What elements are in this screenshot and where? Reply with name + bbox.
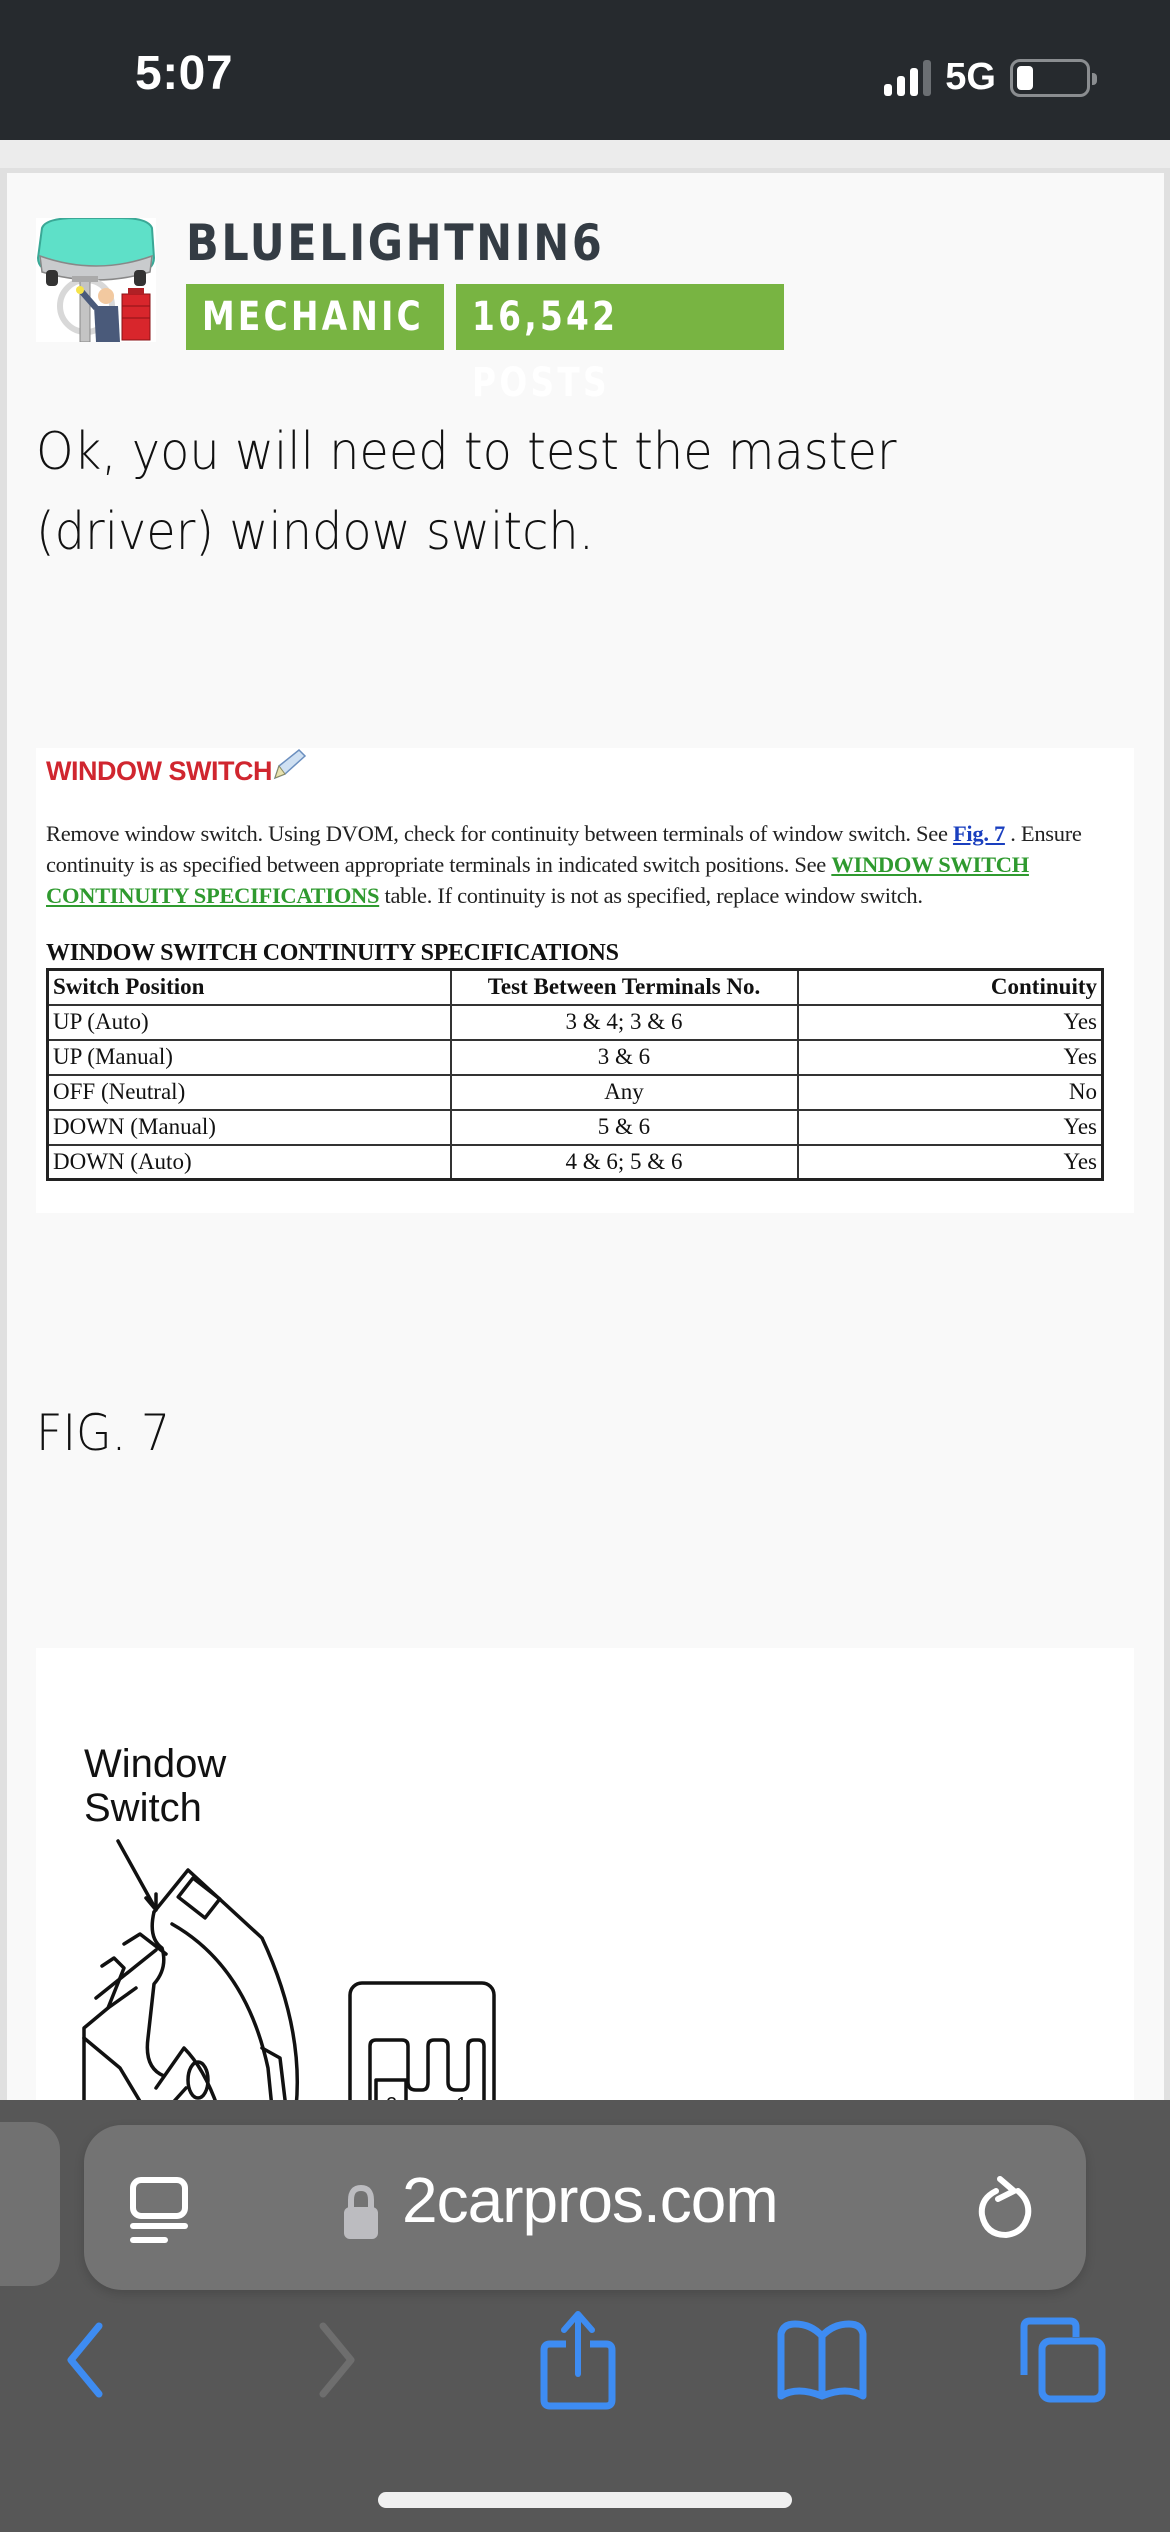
status-bar — [0, 0, 1170, 140]
cell-terminals: 3 & 4; 3 & 6 — [451, 1005, 798, 1040]
rank-badge — [186, 284, 444, 350]
chevron-left-icon — [65, 2322, 105, 2398]
share-button[interactable] — [533, 2310, 623, 2410]
cell-terminals: 3 & 6 — [451, 1040, 798, 1075]
cell-continuity: Yes — [798, 1040, 1103, 1075]
continuity-spec-table — [46, 968, 1104, 1181]
cell-switch-position: DOWN (Auto) — [48, 1145, 451, 1180]
rank-badge-label: MECHANIC — [202, 294, 424, 340]
previous-tab-peek[interactable] — [0, 2122, 60, 2286]
cell-terminals: Any — [451, 1075, 798, 1110]
table-row — [48, 1005, 1103, 1040]
cell-switch-position: DOWN (Manual) — [48, 1110, 451, 1145]
reload-icon[interactable] — [976, 2169, 1036, 2241]
manual-text-part: table. If continuity is not as specified, replace window switch. — [379, 883, 923, 908]
manual-excerpt-image[interactable] — [36, 748, 1134, 1213]
table-row — [48, 1145, 1103, 1180]
edit-note-icon — [271, 748, 307, 784]
table-row — [48, 1110, 1103, 1145]
manual-instructions — [46, 818, 1126, 911]
address-bar[interactable] — [84, 2125, 1086, 2290]
status-time: 5:07 — [135, 47, 234, 100]
spec-table-title: WINDOW SWITCH CONTINUITY SPECIFICATIONS — [46, 940, 619, 966]
caption-line-1: Window — [84, 1742, 227, 1786]
bookmarks-button[interactable] — [777, 2310, 867, 2410]
forward-button[interactable] — [292, 2310, 382, 2410]
cell-terminals: 4 & 6; 5 & 6 — [451, 1145, 798, 1180]
cell-switch-position: UP (Auto) — [48, 1005, 451, 1040]
cell-terminals: 5 & 6 — [451, 1110, 798, 1145]
status-indicators — [884, 56, 1090, 99]
network-type: 5G — [945, 56, 996, 98]
post-count-badge — [456, 284, 784, 406]
tabs-icon — [1020, 2317, 1106, 2403]
fig-7-link[interactable]: Fig. 7 — [952, 821, 1005, 846]
post-count-label: 16,542 POSTS — [472, 294, 619, 406]
home-indicator[interactable] — [378, 2492, 792, 2508]
header-test-terminals: Test Between Terminals No. — [451, 970, 798, 1005]
table-row — [48, 1040, 1103, 1075]
cell-continuity: Yes — [798, 1005, 1103, 1040]
cell-continuity: No — [798, 1075, 1103, 1110]
book-icon — [777, 2320, 867, 2400]
mechanic-avatar-icon — [36, 218, 156, 342]
cell-continuity: Yes — [798, 1110, 1103, 1145]
cell-switch-position: UP (Manual) — [48, 1040, 451, 1075]
tabs-button[interactable] — [1018, 2310, 1108, 2410]
back-button[interactable] — [40, 2310, 130, 2410]
page-menu-icon[interactable] — [130, 2177, 188, 2245]
window-switch-figure-image[interactable] — [36, 1648, 1134, 2108]
avatar[interactable] — [36, 218, 156, 342]
figure-label: FIG. 7 — [36, 1404, 171, 1462]
window-switch-diagram-icon — [36, 1648, 1134, 2108]
post-body-text: Ok, you will need to test the master (driver) window switch. — [36, 422, 897, 562]
battery-icon — [1010, 59, 1090, 97]
caption-line-2: Switch — [84, 1786, 202, 1830]
manual-text-part: Remove window switch. Using DVOM, check for continuity between terminals of window switch. See — [46, 821, 953, 846]
cell-continuity: Yes — [798, 1145, 1103, 1180]
header-continuity: Continuity — [798, 970, 1103, 1005]
share-icon — [540, 2310, 616, 2410]
chevron-right-icon — [317, 2322, 357, 2398]
author-badges — [186, 284, 784, 406]
lock-icon — [342, 2185, 380, 2239]
manual-section-title: WINDOW SWITCH — [46, 756, 272, 786]
url-text[interactable]: 2carpros.com — [402, 2164, 778, 2236]
table-row — [48, 1075, 1103, 1110]
author-username[interactable]: BLUELIGHTNIN6 — [186, 214, 605, 272]
table-header-row — [48, 970, 1103, 1005]
manual-text-part: . Ensure continuity is as specified between appropriate terminals in indicated switch positions. See — [46, 821, 1082, 877]
header-switch-position: Switch Position — [48, 970, 451, 1005]
page-top-strip — [0, 140, 1170, 170]
spec-table-link[interactable]: WINDOW SWITCH CONTINUITY SPECIFICATIONS — [46, 852, 1029, 908]
cell-switch-position: OFF (Neutral) — [48, 1075, 451, 1110]
cellular-signal-icon — [884, 60, 931, 96]
